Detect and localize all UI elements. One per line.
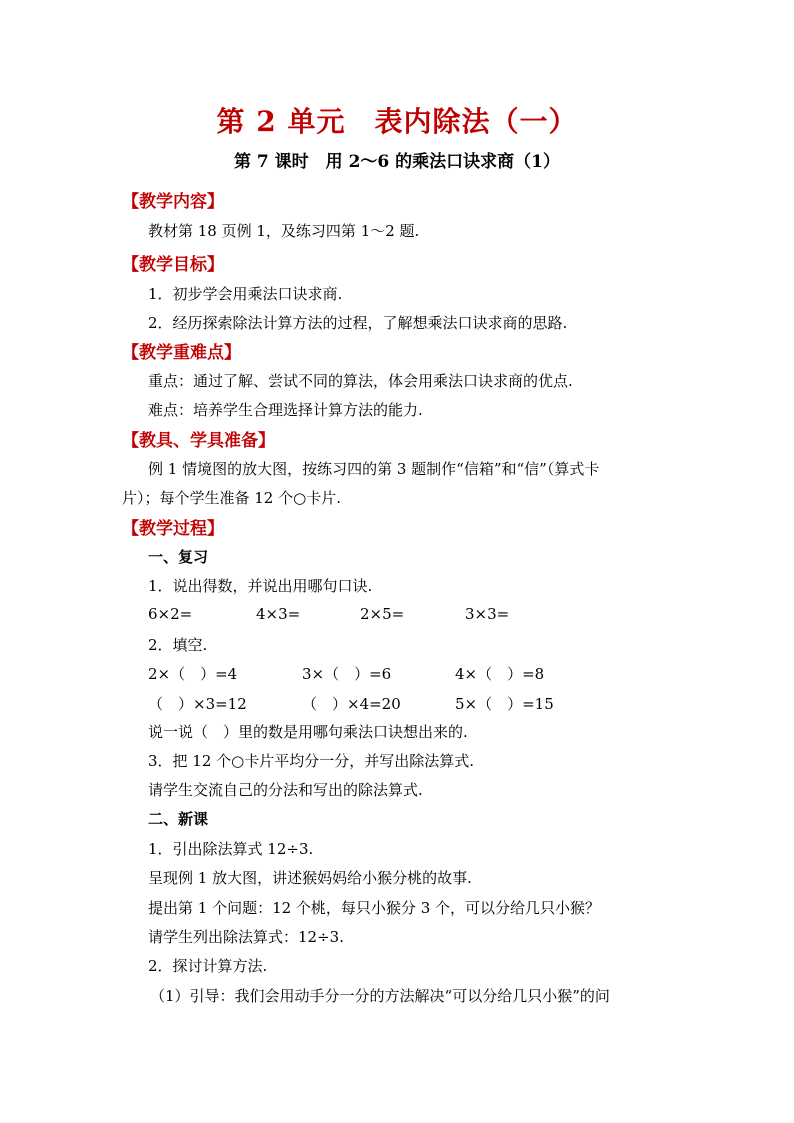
review-note: 说一说（ ）里的数是用哪句乘法口诀想出来的. [148, 723, 468, 741]
content-text: 教材第 18 页例 1，及练习四第 1～2 题. [148, 222, 420, 240]
new-lesson-line: 1．引出除法算式 12÷3. [148, 840, 314, 858]
fill-blank-item: 3×（ ）=6 [302, 665, 392, 683]
unit-title: 第 2 单元 表内除法（一） [216, 105, 578, 138]
review-heading: 一、复习 [148, 548, 209, 566]
review-q1-item: 4×3= [256, 605, 301, 623]
goal-item: 2．经历探索除法计算方法的过程，了解想乘法口诀求商的思路. [148, 314, 568, 332]
key-point: 重点：通过了解、尝试不同的算法，体会用乘法口诀求商的优点. [148, 372, 573, 390]
fill-blank-item: 5×（ ）=15 [455, 695, 554, 713]
review-note: 请学生交流自己的分法和写出的除法算式. [148, 781, 423, 799]
fill-blank-item: 4×（ ）=8 [455, 665, 545, 683]
new-lesson-line: 请学生列出除法算式：12÷3. [148, 928, 344, 946]
new-lesson-line: 2．探讨计算方法. [148, 957, 268, 975]
lesson-subtitle: 第 7 课时 用 2～6 的乘法口诀求商（1） [234, 152, 560, 172]
review-q1-item: 3×3= [465, 605, 510, 623]
review-question-2: 2．填空. [148, 636, 208, 654]
section-heading-key: 【教学重难点】 [122, 343, 241, 363]
section-heading-content: 【教学内容】 [122, 192, 224, 212]
section-heading-process: 【教学过程】 [122, 519, 224, 539]
new-lesson-line: 提出第 1 个问题：12 个桃，每只小猴分 3 个，可以分给几只小猴？ [148, 899, 601, 917]
difficulty-point: 难点：培养学生合理选择计算方法的能力. [148, 401, 423, 419]
fill-blank-item: 2×（ ）=4 [148, 665, 238, 683]
review-question-1: 1．说出得数，并说出用哪句口诀. [148, 577, 373, 595]
section-heading-goals: 【教学目标】 [122, 255, 224, 275]
section-heading-prep: 【教具、学具准备】 [122, 431, 275, 451]
new-lesson-line: 呈现例 1 放大图，讲述猴妈妈给小猴分桃的故事. [148, 869, 472, 887]
review-question-3: 3．把 12 个○卡片平均分一分，并写出除法算式. [148, 752, 475, 770]
review-q1-item: 6×2= [148, 605, 193, 623]
review-q1-item: 2×5= [360, 605, 405, 623]
new-lesson-heading: 二、新课 [148, 810, 209, 828]
fill-blank-item: （ ）×4=20 [302, 695, 401, 713]
goal-item: 1．初步学会用乘法口诀求商. [148, 285, 343, 303]
new-lesson-line: （1）引导：我们会用动手分一分的方法解决“可以分给几只小猴”的问 [150, 987, 610, 1005]
prep-line: 例 1 情境图的放大图，按练习四的第 3 题制作“信箱”和“信”（算式卡 [148, 460, 600, 478]
fill-blank-item: （ ）×3=12 [148, 695, 247, 713]
prep-line: 片）；每个学生准备 12 个○卡片. [122, 489, 341, 507]
